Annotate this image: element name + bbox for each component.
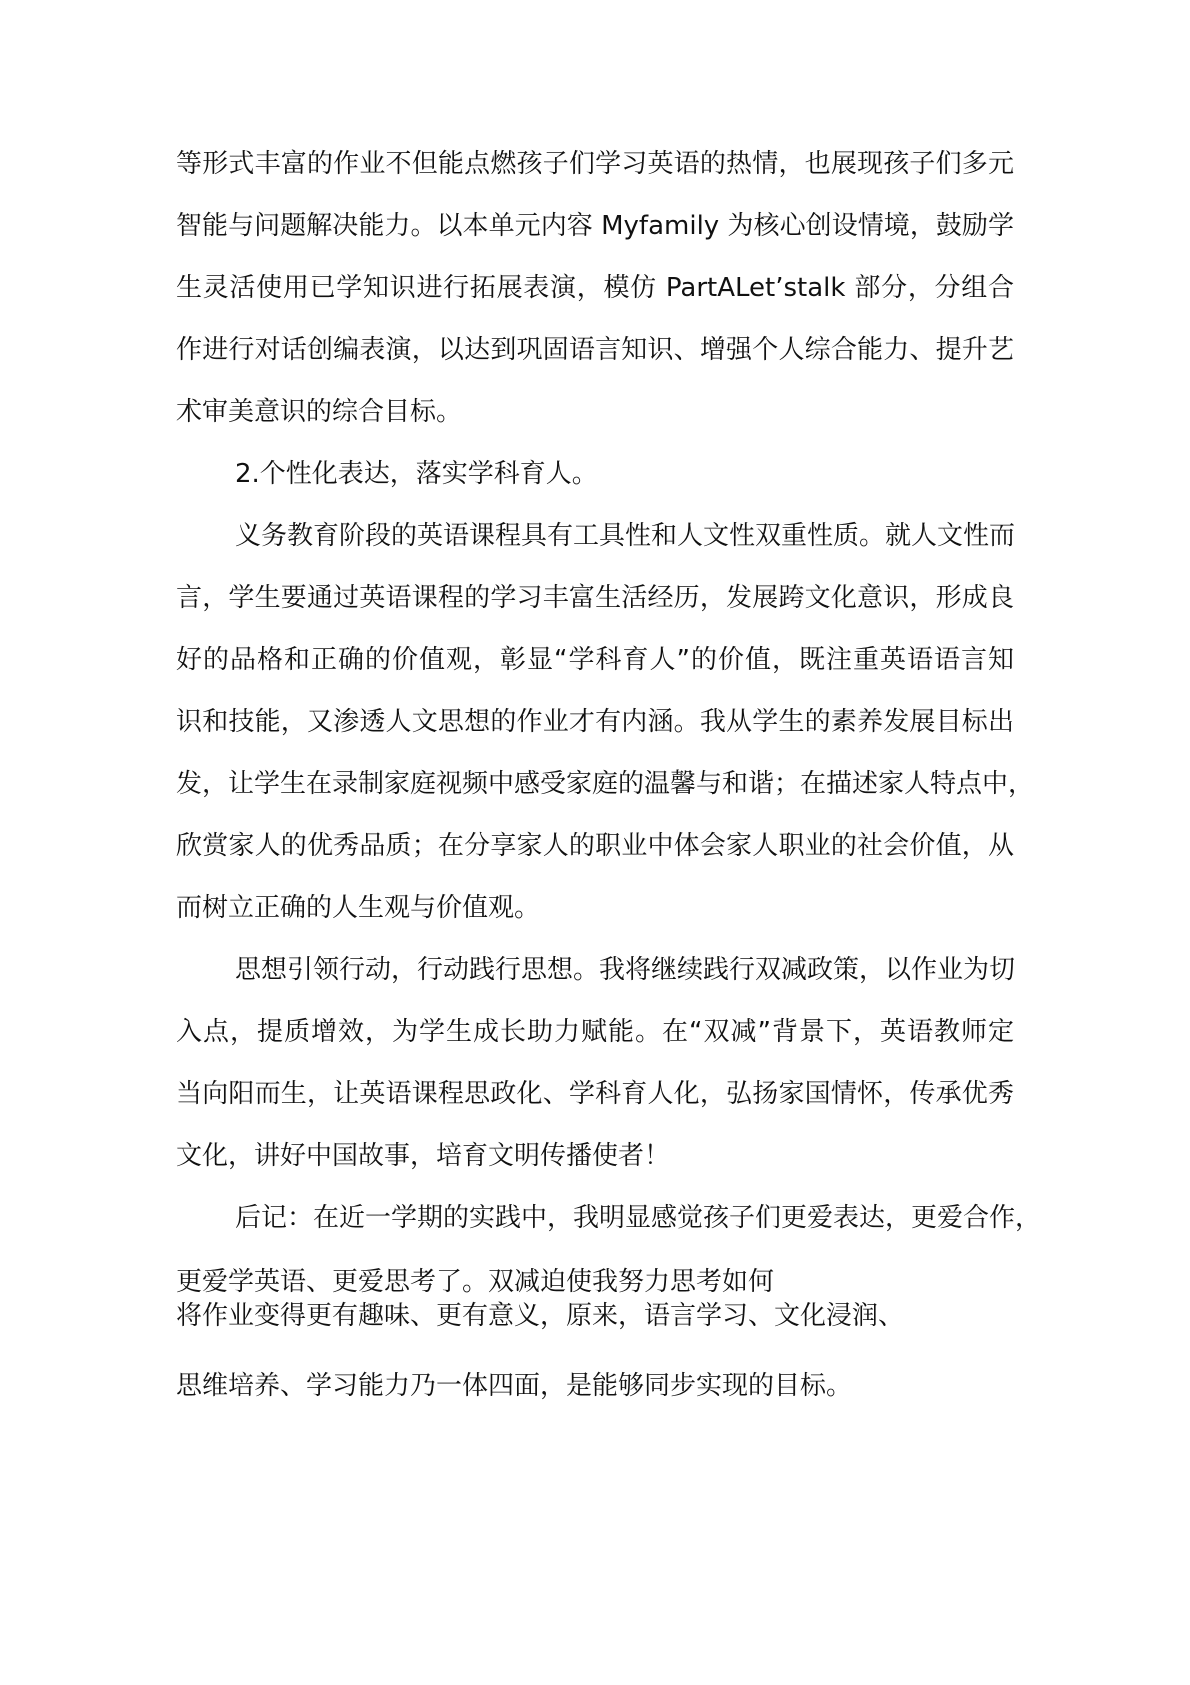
paragraph-line-16: 文化，讲好中国故事，培育文明传播使者！ — [176, 1141, 671, 1171]
paragraph-line-6: 义务教育阶段的英语课程具有工具性和人文性双重性质。就人文性而 — [235, 521, 1016, 551]
paragraph-line-19: 将作业变得更有趣味、更有意义，原来，语言学习、文化浸润、 — [176, 1301, 905, 1331]
paragraph-line-11: 欣赏家人的优秀品质；在分享家人的职业中体会家人职业的社会价值，从 — [176, 831, 1014, 861]
paragraph-line-9: 识和技能，又渗透人文思想的作业才有内涵。我从学生的素养发展目标出 — [176, 707, 1014, 737]
paragraph-line-12: 而树立正确的人生观与价值观。 — [176, 893, 541, 923]
paragraph-line-5: 术审美意识的综合目标。 — [176, 397, 463, 427]
section-heading: 2.个性化表达，落实学科育人。 — [235, 459, 598, 489]
paragraph-line-17: 后记：在近一学期的实践中，我明显感觉孩子们更爱表达，更爱合作， — [235, 1203, 1042, 1233]
paragraph-line-13: 思想引领行动，行动践行思想。我将继续践行双减政策，以作业为切 — [235, 955, 1016, 985]
paragraph-line-1: 等形式丰富的作业不但能点燃孩子们学习英语的热情，也展现孩子们多元 — [176, 149, 1014, 179]
paragraph-line-14: 入点，提质增效，为学生成长助力赋能。在“双减”背景下，英语教师定 — [176, 1017, 1014, 1047]
paragraph-line-2: 智能与问题解决能力。以本单元内容 Myfamily 为核心创设情境，鼓励学 — [176, 211, 1014, 241]
paragraph-line-4: 作进行对话创编表演，以达到巩固语言知识、增强个人综合能力、提升艺 — [176, 335, 1014, 365]
paragraph-line-18: 更爱学英语、更爱思考了。双减迫使我努力思考如何 — [176, 1267, 775, 1297]
paragraph-line-7: 言，学生要通过英语课程的学习丰富生活经历，发展跨文化意识，形成良 — [176, 583, 1014, 613]
paragraph-line-20: 思维培养、学习能力乃一体四面，是能够同步实现的目标。 — [176, 1371, 853, 1401]
paragraph-line-3: 生灵活使用已学知识进行拓展表演，模仿 PartALet’stalk 部分，分组合 — [176, 273, 1014, 303]
paragraph-line-10: 发，让学生在录制家庭视频中感受家庭的温馨与和谐；在描述家人特点中， — [176, 769, 1035, 799]
paragraph-line-8: 好的品格和正确的价值观，彰显“学科育人”的价值，既注重英语语言知 — [176, 645, 1014, 675]
paragraph-line-15: 当向阳而生，让英语课程思政化、学科育人化，弘扬家国情怀，传承优秀 — [176, 1079, 1014, 1109]
